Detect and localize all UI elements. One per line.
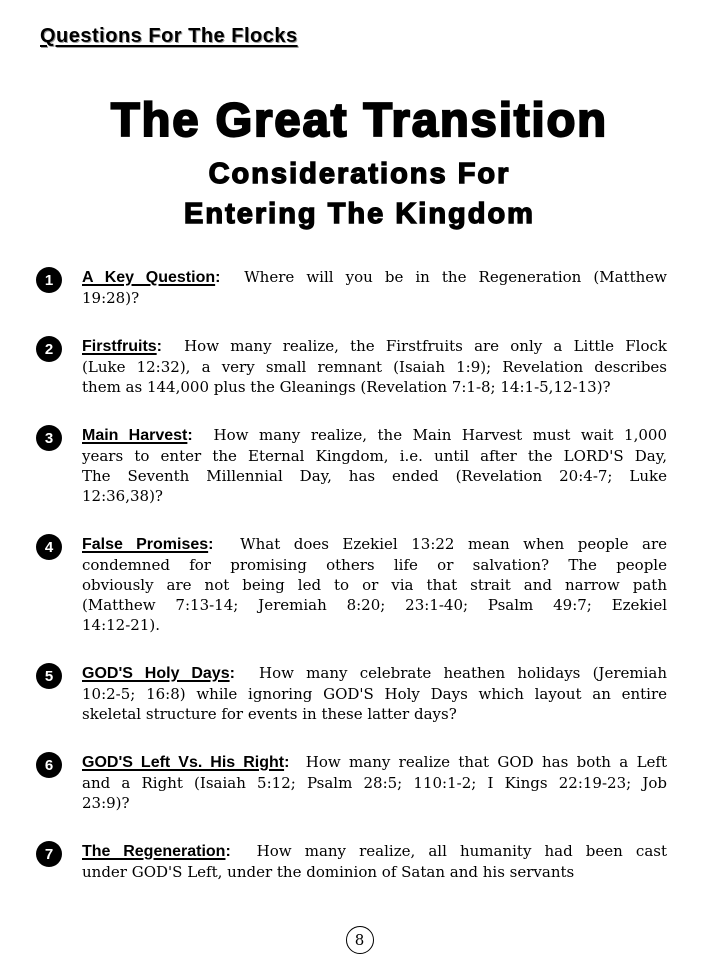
page-number: 8 [354,931,365,949]
item-text [82,534,667,635]
item-text-line [82,663,667,684]
item-number-badge: 5 [36,663,62,689]
item-text-first-line: How many celebrate heathen holidays (Jeremiah [259,664,667,682]
item-text [82,425,667,506]
item-text [82,336,667,397]
item-text-line: (Luke 12:32), a very small remnant (Isaiah 1:9); Revelation describes [82,358,667,376]
item-text-line [82,425,667,446]
item-text-line: under GOD'S Left, under the dominion of Satan and his servants [82,863,575,881]
item-text-line [82,534,667,555]
subtitle-line-2: Entering The Kingdom [184,198,535,230]
item-number-badge: 4 [36,534,62,560]
question-item [36,841,683,882]
item-text-line: skeletal structure for events in these latter days? [82,705,457,723]
item-text-line [82,336,667,357]
item-number-badge: 3 [36,425,62,451]
item-text-line: obviously are not being led to or via that strait and narrow path [82,576,667,594]
item-text-first-line: What does Ezekiel 13:22 mean when people are [240,535,667,553]
item-label: The Regeneration [82,843,226,860]
item-text-line: 12:36,38)? [82,487,163,505]
item-text-line: condemned for promising others life or salvation? The people [82,556,667,574]
question-item [36,336,683,397]
item-text-line: 19:28)? [82,289,140,307]
item-text-first-line: How many realize, the Firstfruits are only a Little Flock [184,337,667,355]
page-number-footer [0,926,719,954]
item-text-line: (Matthew 7:13-14; Jeremiah 8:20; 23:1-40; Psalm 49:7; Ezekiel [82,596,667,614]
question-item [36,663,683,724]
item-text-line: 10:2-5; 16:8) while ignoring GOD'S Holy Days which layout an entire [82,685,667,703]
page-number-badge [346,926,374,954]
item-number-badge: 6 [36,752,62,778]
item-text-line: them as 144,000 plus the Gleanings (Revelation 7:1-8; 14:1-5,12-13)? [82,378,611,396]
item-number-badge: 1 [36,267,62,293]
item-text [82,663,667,724]
item-number-badge: 7 [36,841,62,867]
item-text-line: years to enter the Eternal Kingdom, i.e. until after the LORD'S Day, [82,447,667,465]
main-title: The Great Transition [110,93,609,146]
item-label-colon: : [187,427,203,444]
item-text [82,841,667,882]
question-list [36,267,683,910]
item-text-first-line: Where will you be in the Regeneration (Matthew [244,268,667,286]
item-text-first-line: How many realize, the Main Harvest must wait 1,000 [213,426,667,444]
item-text [82,267,667,308]
item-label: False Promises [82,536,209,553]
item-text-line: and a Right (Isaiah 5:12; Psalm 28:5; 110:1-2; I Kings 22:19-23; Job [82,774,667,792]
question-item [36,534,683,635]
item-label-colon: : [229,665,247,682]
item-text-line: 14:12-21). [82,616,161,634]
item-label: Firstfruits [82,338,157,355]
item-text-line [82,267,667,288]
question-item [36,752,683,813]
item-label-colon: : [215,269,233,286]
question-item [36,267,683,308]
item-text-line [82,752,667,773]
item-text [82,752,667,813]
item-text-line: The Seventh Millennial Day, has ended (Revelation 20:4-7; Luke [82,467,667,485]
question-item [36,425,683,506]
item-label-colon: : [225,843,244,860]
item-label-colon: : [156,338,173,355]
item-text-line [82,841,667,862]
item-label: A Key Question [82,269,216,286]
header-title: Questions For The Flocks [40,25,298,47]
item-label: GOD'S Holy Days [82,665,230,682]
item-label: Main Harvest [82,427,188,444]
item-text-first-line: How many realize, all humanity had been cast [256,842,667,860]
item-text-first-line: How many realize that GOD has both a Left [305,753,667,771]
item-number-badge: 2 [36,336,62,362]
subtitle-line-1: Considerations For [208,158,511,190]
item-text-line: 23:9)? [82,794,130,812]
item-label-colon: : [208,536,227,553]
item-label: GOD'S Left Vs. His Right [82,754,285,771]
item-label-colon: : [284,754,298,771]
